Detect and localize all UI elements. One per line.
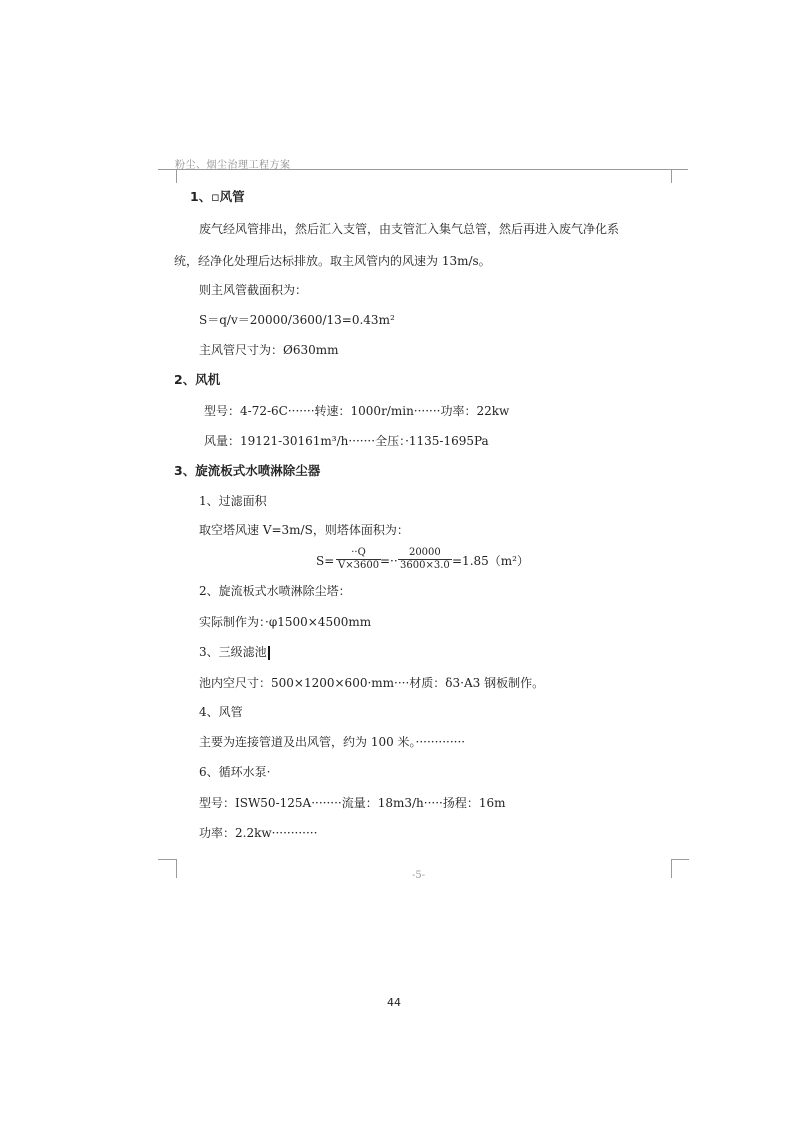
section-1-paragraph-line-1: 废气经风管排出，然后汇入支管，由支管汇入集气总管，然后再进入废气净化系: [199, 222, 620, 236]
crop-mark-top-right: [671, 169, 689, 183]
text-cursor: [268, 646, 270, 660]
crop-mark-bottom-right: [671, 859, 689, 878]
formula-middle: =··: [380, 554, 398, 568]
filter-area-item: 1、过滤面积: [199, 494, 267, 508]
formula-result: =1.85（m²）: [452, 554, 529, 568]
section-1-duct-size: 主风管尺寸为：Ø630mm: [199, 343, 339, 357]
section-1-area-intro: 则主风管截面积为：: [199, 283, 308, 297]
formula-denominator-1: V×3600: [338, 560, 380, 571]
formula-numerator-1: ··Q: [336, 547, 381, 560]
pool-dimensions-line: 池内空尺寸：500×1200×600·mm····材质：δ3·A3 钢板制作。: [199, 676, 545, 690]
filter-pool-item-text: 3、三级滤池: [199, 645, 267, 659]
formula-fraction-2: [398, 547, 452, 572]
formula-fraction-1: [336, 547, 381, 572]
header-rule: [158, 169, 688, 170]
pump-item: 6、循环水泵·: [199, 765, 271, 779]
fan-flow-line: 风量：19121-30161m³/h·······全压：·1135-1695Pa: [204, 434, 489, 448]
section-1-area-formula: S＝q/v＝20000/3600/13=0.43m²: [199, 313, 395, 327]
section-2-heading: 2、风机: [174, 372, 221, 387]
section-1-paragraph-line-2: 统，经净化处理后达标排放。取主风管内的风速为 13m/s。: [174, 254, 491, 268]
pump-model-line: 型号：ISW50-125A········流量：18m3/h·····扬程：16m: [199, 796, 506, 810]
formula-numerator-2: 20000: [398, 547, 452, 560]
formula-prefix: S=: [316, 554, 335, 568]
spray-tower-item: 2、旋流板式水喷淋除尘塔：: [199, 584, 351, 598]
section-1-heading: 1、▫风管: [190, 189, 245, 204]
crop-mark-top-left: [158, 169, 177, 183]
formula-denominator-2: 3600×3.0: [400, 560, 450, 571]
duct-item: 4、风管: [199, 705, 243, 719]
crop-mark-bottom-left: [158, 859, 177, 878]
duct-description: 主要为连接管道及出风管，约为 100 米。·············: [199, 735, 466, 749]
filter-pool-item: [199, 645, 270, 660]
tower-wind-speed: 取空塔风速 V=3m/S，则塔体面积为：: [199, 523, 409, 537]
pump-power-line: 功率：2.2kw············: [199, 826, 318, 840]
section-3-heading: 3、旋流板式水喷淋除尘器: [174, 463, 321, 478]
actual-size-line: 实际制作为：·φ1500×4500mm: [199, 615, 372, 629]
running-header: 粉尘、烟尘治理工程方案: [175, 160, 291, 171]
inner-page-mark: -5-: [412, 870, 426, 881]
fan-model-line: 型号：4-72-6C·······转速：1000r/min·······功率：22kw: [204, 404, 510, 418]
page-number: 44: [387, 996, 401, 1009]
